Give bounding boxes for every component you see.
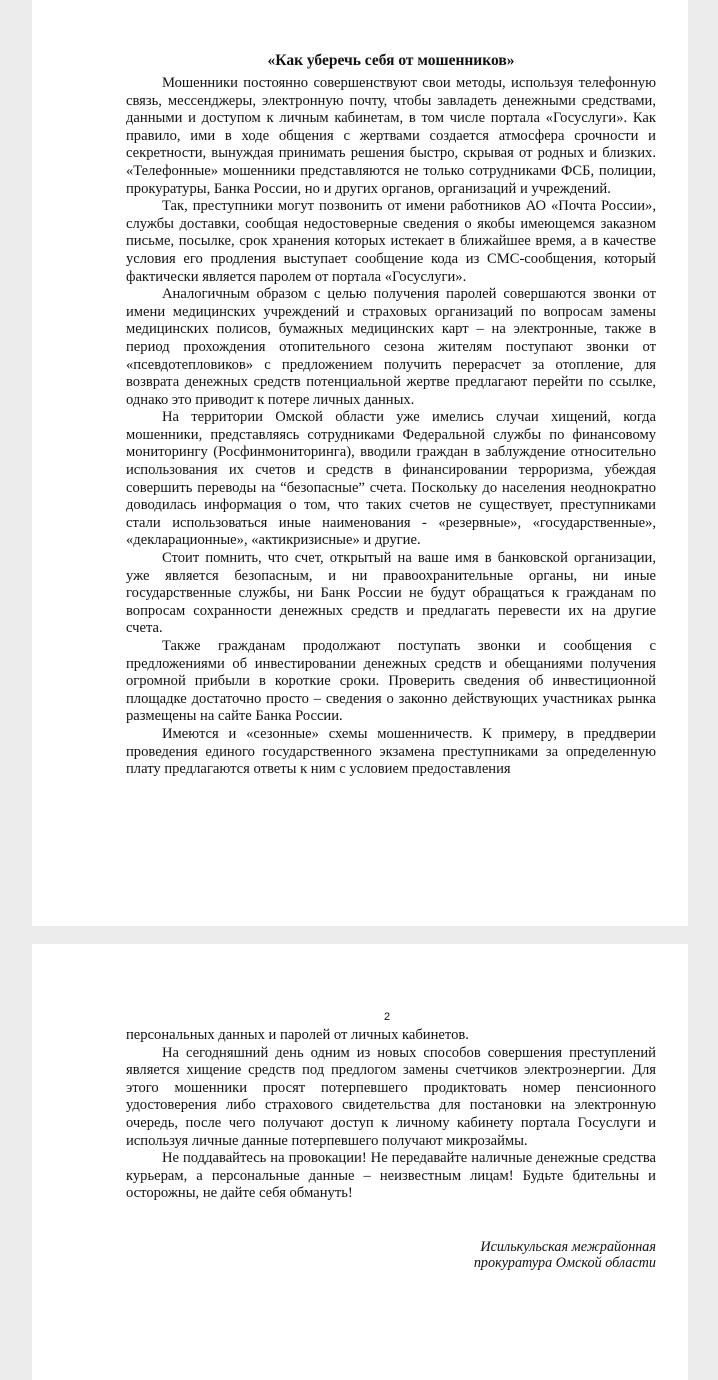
page-1-content <box>126 51 656 779</box>
paragraph: Так, преступники могут позвонить от имени работников АО «Почта России», службы доставки, сообщая недостоверные сведения о якобы имеющемся заказном письме, посылке, срок хранения которых истекает в ближайшее время, а в качестве условия его продления выступает сообщение кода из СМС-сообщения, который фактически является паролем от портала «Госуслуги». <box>126 198 656 285</box>
paragraph: На территории Омской области уже имелись случаи хищений, когда мошенники, представляясь сотрудниками Федеральной службы по финансовому мониторингу (Росфинмониторинга), вводили граждан в заблуждение относительно использования их счетов и средств в финансировании терроризма, убеждая совершить переводы на “безопасные” счета. Поскольку до населения неоднократно доводилась информация о том, что таких счетов не существует, преступниками стали использоваться иные наименования - «резервные», «государственные», «декларационные», «актикризисные» и другие. <box>126 409 656 549</box>
document-page-2 <box>32 944 688 1380</box>
signature-line: прокуратура Омской области <box>473 1254 656 1271</box>
paragraph-continuation: персональных данных и паролей от личных кабинетов. <box>126 1027 469 1043</box>
paragraph: На сегодняшний день одним из новых способов совершения преступлений является хищение средств под предлогом замены счетчиков электроэнергии. Для этого мошенники просят потерпевшего продиктовать номер пенсионного удостоверения либо страхового свидетельства для постановки на электронную очередь, после чего получают доступ к личному кабинету портала Госуслуги и используя личные данные потерпевшего получают микрозаймы. <box>126 1044 656 1149</box>
signature-block <box>126 1239 656 1271</box>
document-title: «Как уберечь себя от мошенников» <box>267 52 515 69</box>
page-number: 2 <box>383 1011 391 1023</box>
paragraph: Стоит помнить, что счет, открытый на ваше имя в банковской организации, уже является безопасным, и ни правоохранительные органы, ни иные государственные службы, ни Банк России не будут обращаться к гражданам по вопросам сохранности денежных средств и предлагать перевести их на другие счета. <box>126 550 656 637</box>
page-2-content <box>126 1010 656 1271</box>
document-page-1 <box>32 0 688 926</box>
paragraph: Имеются и «сезонные» схемы мошенничеств. К примеру, в преддверии проведения единого государственного экзамена преступниками за определенную плату предлагаются ответы к ним с условием предоставления <box>126 725 656 778</box>
paragraph: Аналогичным образом с целью получения паролей совершаются звонки от имени медицинских учреждений и страховых организаций по вопросам замены медицинских полисов, бумажных медицинских карт – на электронные, также в период прохождения отопительного сезона жителям поступают звонки от «псевдотепловиков» с предложением получить перерасчет за отопление, для возврата денежных средств потенциальной жертве предлагают перейти по ссылке, однако это приводит к потере личных данных. <box>126 286 656 408</box>
paragraph: Также гражданам продолжают поступать звонки и сообщения с предложениями об инвестировании денежных средств и обещаниями получения огромной прибыли в короткие сроки. Проверить сведения об инвестиционной площадке достаточно просто – сведения о законно действующих участниках рынка размещены на сайте Банка России. <box>126 638 656 725</box>
signature-line: Исилькульская межрайонная <box>480 1238 656 1255</box>
paragraph: Не поддавайтесь на провокации! Не передавайте наличные денежные средства курьерам, а персональные данные – неизвестным лицам! Будьте бдительны и осторожны, не дайте себя обмануть! <box>126 1150 656 1202</box>
paragraph: Мошенники постоянно совершенствуют свои методы, используя телефонную связь, мессенджеры, электронную почту, чтобы завладеть денежными средствами, данными и доступом к личным кабинетам, в том числе портала «Госуслуги». Как правило, ими в ходе общения с жертвами создается атмосфера срочности и секретности, вынуждая принимать решения быстро, скрывая от родных и близких. «Телефонные» мошенники представляются не только сотрудниками ФСБ, полиции, прокуратуры, Банка России, но и других органов, организаций и учреждений. <box>126 75 656 197</box>
